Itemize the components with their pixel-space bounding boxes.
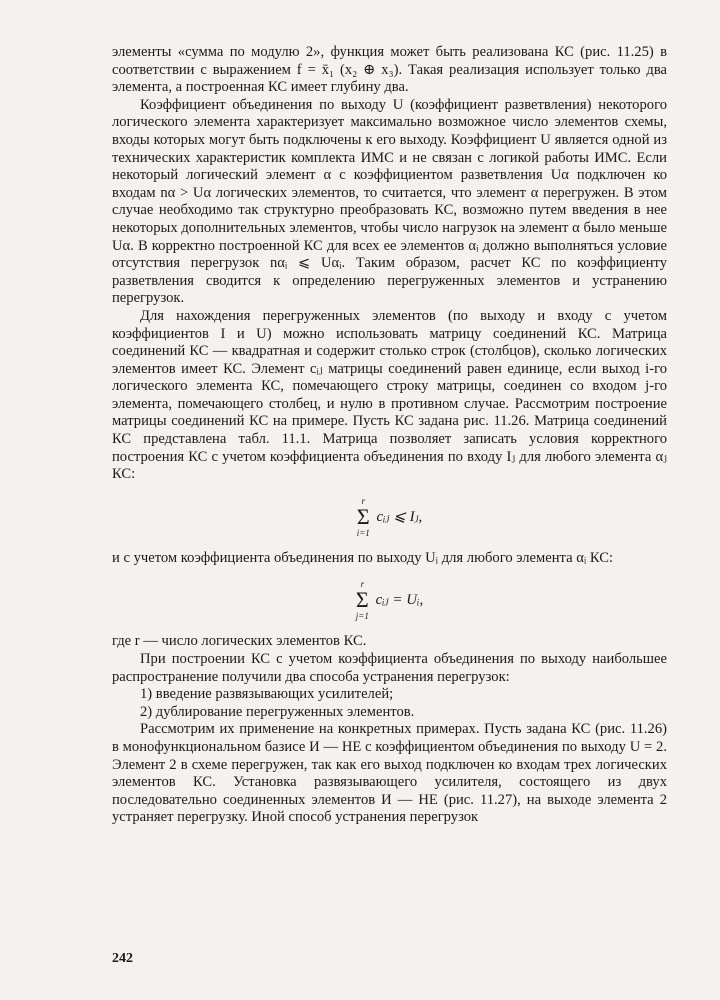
paragraph-3: Для нахождения перегруженных элементов (по выходу и входу с учетом коэффициентов I и U) можно использовать матрицу соединений КС. Матрица соединений КС — квадратная и содержит столько строк (столбцов), сколько логических элементов имеет КС. Элемент cᵢⱼ матрицы соединений равен единице, если выход i-го логического элемента КС, помечающего строку матрицы, соединен со входом j-го элемента, помечающего столбец, и нулю в противном случае. Рассмотрим построение матрицы соединений КС на примере. Пусть КС задана рис. 11.26. Матрица соединений КС представлена табл. 11.1. Матрица позволяет записать условия корректного построения КС с учетом коэффициента объединения по входу Iⱼ для любого элемента αⱼ КС: bbox=[112, 307, 667, 483]
sum-lower-limit: j=1 bbox=[355, 611, 369, 622]
sum-lower-limit: i=1 bbox=[356, 527, 370, 538]
sum-upper-limit: r bbox=[360, 579, 365, 590]
paragraph-5: где r — число логических элементов КС. bbox=[112, 633, 367, 650]
formula-input-coefficient bbox=[112, 496, 667, 538]
summation bbox=[357, 496, 370, 538]
list-item-2: 2) дублирование перегруженных элементов. bbox=[140, 703, 415, 720]
formula-output-coefficient bbox=[112, 579, 667, 621]
formula-expression: cᵢⱼ = Uᵢ, bbox=[375, 592, 424, 609]
formula-expression: cᵢⱼ ⩽ Iⱼ, bbox=[376, 508, 423, 525]
paragraph-2: Коэффициент объединения по выходу U (коэффициент разветвления) некоторого логического элемента характеризует максимально возможное число элементов схемы, входы которых могут быть подключены к его выходу. Коэффициент U является одной из технических характеристик комплекта ИМС и не связан с логикой работы ИМС. Если некоторый логический элемент α с коэффициентом разветвления Uα подключен ко входам nα > Uα логических элементов, то считается, что элемент α перегружен. В этом случае необходимо так структурно преобразовать КС, возможно путем введения в нее некоторых дополнительных элементов, чтобы число нагрузок на элемент α было меньше Uα. В корректно построенной КС для всех ее элементов αᵢ должно выполняться условие отсутствия перегрузок nαᵢ ⩽ Uαᵢ. Таким образом, расчет КС по коэффициенту разветвления сводится к определению перегруженных элементов и устранению перегрузок. bbox=[112, 96, 667, 307]
paragraph-4: и с учетом коэффициента объединения по выходу Uᵢ для любого элемента αᵢ КС: bbox=[112, 549, 614, 566]
summation bbox=[356, 579, 369, 621]
sum-upper-limit: r bbox=[361, 495, 365, 506]
paragraph-1: элементы «сумма по модулю 2», функция может быть реализована КС (рис. 11.25) в соответствии с выражением f = x̄₁ (x₂ ⊕ x₃). Такая реализация использует только два элемента, а построенная КС имеет глубину два. bbox=[112, 44, 667, 96]
list-item-1: 1) введение развязывающих усилителей; bbox=[140, 686, 394, 703]
page-number: 242 bbox=[112, 951, 133, 966]
sigma-symbol: Σ bbox=[355, 587, 369, 613]
paragraph-7: Рассмотрим их применение на конкретных примерах. Пусть задана КС (рис. 11.26) в монофункциональном базисе И — НЕ с коэффициентом объединения по выходу U = 2. Элемент 2 в схеме перегружен, так как его выход подключен ко входам трех логических элементов КС. Установка развязывающего усилителя, состоящего из двух последовательно соединенных элементов И — НЕ (рис. 11.27), на выходе элемента 2 устраняет перегрузку. Иной способ устранения перегрузок bbox=[112, 721, 667, 826]
page-body bbox=[112, 44, 667, 827]
paragraph-6: При построении КС с учетом коэффициента объединения по выходу наибольшее распространение получили два способа устранения перегрузок: bbox=[112, 651, 667, 685]
sigma-symbol: Σ bbox=[356, 503, 370, 529]
